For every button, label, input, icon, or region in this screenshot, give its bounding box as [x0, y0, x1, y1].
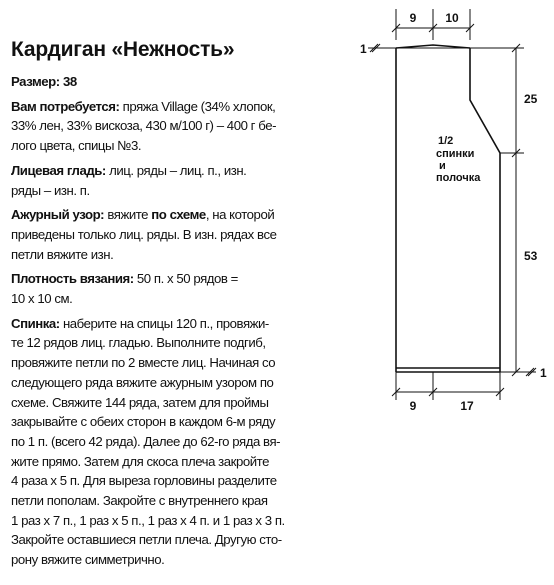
lace-label: Ажурный узор:: [11, 207, 105, 223]
stockinette-text-1: лиц. ряды – лиц. п., изн.: [105, 162, 247, 178]
back-text-11: 1 раз х 7 п., 1 раз х 5 п., 1 раз х 4 п. и 1 раз х 3 п.: [11, 512, 285, 528]
schematic-svg: [350, 0, 554, 420]
bottom-marker: [500, 368, 536, 376]
piece-fraction-label: 1/2: [438, 135, 454, 147]
back-text-3: провяжите петли по 2 вместе лиц. Начиная со: [11, 355, 276, 371]
back-label: Спинка:: [11, 315, 60, 331]
top-marker-label: 1: [360, 42, 367, 56]
back-text-1: наберите на спицы 120 п., провяжи-: [59, 315, 269, 331]
back-line-1: [11, 314, 311, 334]
top-dimension: [392, 9, 474, 40]
back-text-8: жите прямо. Затем для скоса плеча закройте: [11, 453, 269, 469]
right-dimension: [500, 44, 524, 376]
top-right-dimension-label: 10: [445, 11, 459, 25]
page-title: Кардиган «Нежность»: [11, 38, 235, 61]
back-text-9: 4 раза х 5 п. Для выреза горловины разделите: [11, 473, 277, 489]
stockinette-label: Лицевая гладь:: [11, 162, 106, 178]
back-text-10: петли пополам. Закройте с внутреннего края: [11, 493, 268, 509]
back-text-13: рону вяжите симметрично.: [11, 552, 165, 568]
bottom-marker-label: 1: [540, 366, 547, 380]
back-text-6: закрывайте с обеих сторон в каждом 6-м ряду: [11, 414, 276, 430]
lace-text-post: , на которой: [205, 207, 275, 223]
materials-label: Вам потребуется:: [11, 98, 120, 114]
bottom-left-dimension-label: 9: [409, 399, 417, 413]
back-text-5: схеме. Свяжите 144 ряда, затем для проймы: [11, 394, 269, 410]
top-left-dimension-label: 9: [409, 11, 417, 25]
lace-text-pre: вяжите: [104, 207, 152, 223]
bottom-right-dimension-label: 17: [460, 399, 474, 413]
piece-label-line-1: спинки: [436, 148, 475, 160]
piece-outline: [396, 45, 500, 372]
size-paragraph: [11, 72, 311, 92]
lace-text-2: приведены только лиц. ряды. В изн. рядах все: [11, 226, 277, 242]
back-text-7: по 1 п. (всего 42 ряда). Далее до 62-го ряда вя-: [11, 433, 281, 449]
stockinette-paragraph: [11, 161, 311, 200]
size-line: [11, 72, 311, 92]
gauge-paragraph: [11, 269, 311, 308]
stockinette-line-1: [11, 161, 311, 181]
gauge-text-1: 50 п. х 50 рядов =: [133, 271, 238, 287]
lace-text-emphasis: по схеме: [151, 207, 206, 223]
lace-text-3: петли вяжите изн.: [11, 246, 114, 262]
back-text-12: Закройте оставшиеся петли плеча. Другую сто-: [11, 532, 282, 548]
pattern-schematic: [350, 0, 554, 420]
lace-paragraph: [11, 205, 311, 264]
piece-label-line-2: и: [439, 160, 446, 172]
lace-line-1: [11, 205, 311, 225]
gauge-text-2: 10 х 10 см.: [11, 291, 73, 307]
back-text-4: следующего ряда вяжите ажурным узором по: [11, 374, 274, 390]
materials-paragraph: [11, 97, 311, 156]
materials-text-1: пряжа Village (34% хлопок,: [119, 98, 276, 114]
piece-label-line-3: полочка: [436, 172, 481, 184]
gauge-label: Плотность вязания:: [11, 271, 134, 287]
back-text-2: те 12 рядов лиц. гладью. Выполните подгиб,: [11, 335, 266, 351]
right-lower-dimension-label: 53: [524, 249, 538, 263]
size-value: 38: [62, 74, 77, 89]
materials-line-1: [11, 97, 311, 117]
stockinette-text-2: ряды – изн. п.: [11, 182, 90, 198]
right-upper-dimension-label: 25: [524, 92, 538, 106]
back-paragraph: [11, 314, 311, 570]
size-label: Размер:: [11, 74, 60, 89]
materials-text-3: лого цвета, спицы №3.: [11, 138, 142, 154]
gauge-line-1: [11, 269, 311, 289]
materials-text-2: 33% лен, 33% вискоза, 430 м/100 г) – 400 г бе-: [11, 118, 277, 134]
bottom-dimension: [392, 372, 504, 400]
instructions-column: [11, 38, 311, 575]
